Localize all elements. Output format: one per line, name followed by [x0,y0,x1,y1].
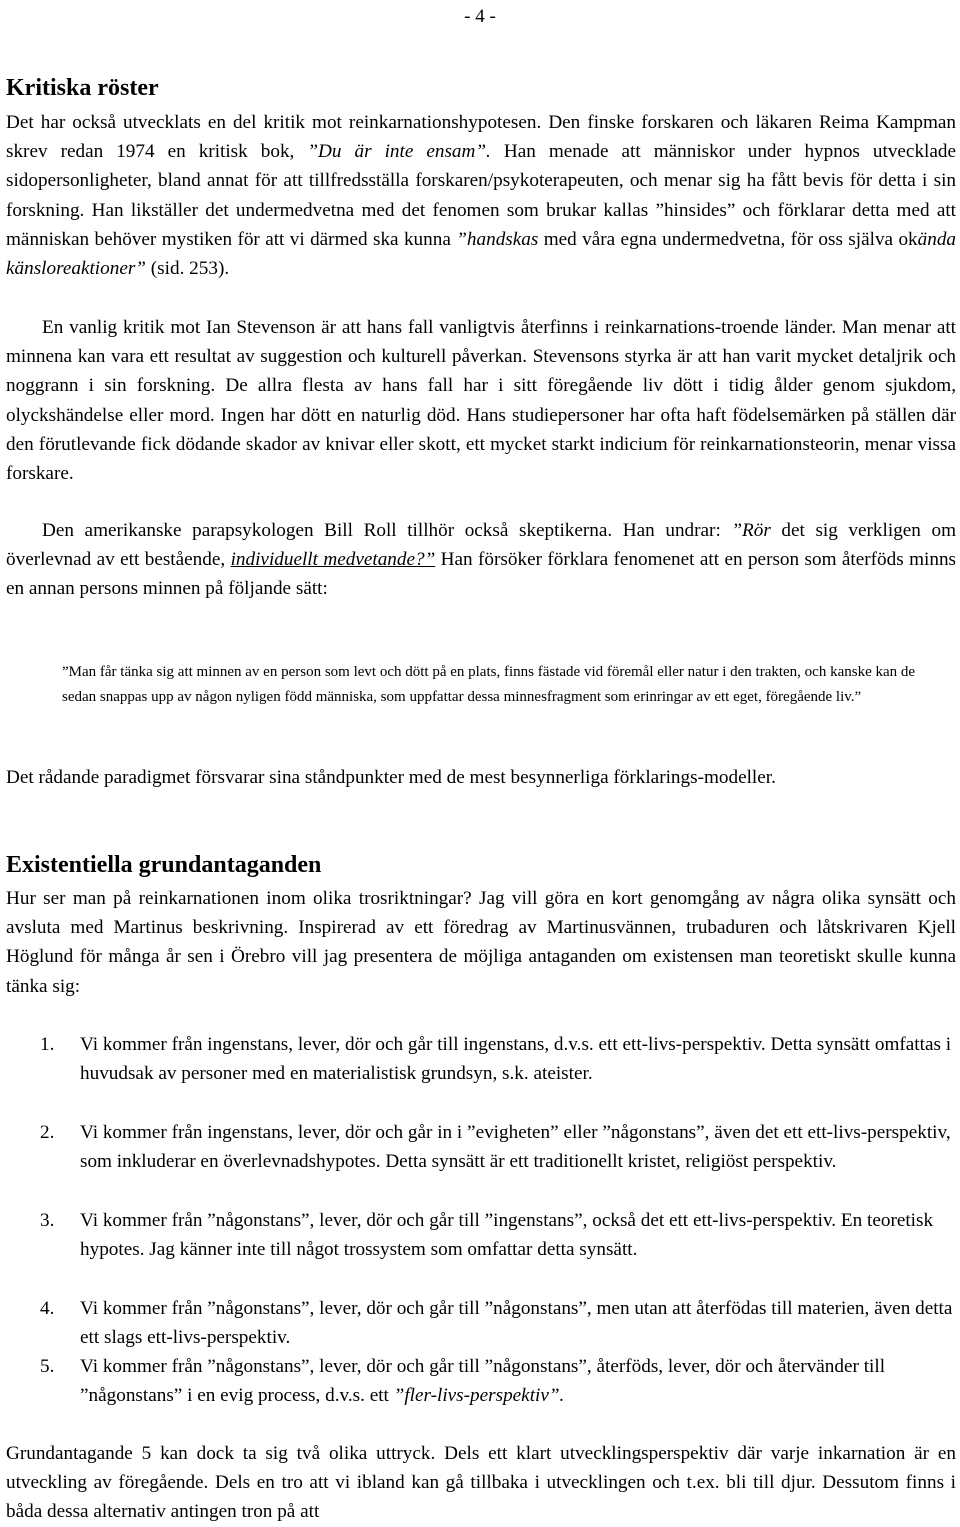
section-heading-kritiska: Kritiska röster [6,75,159,101]
section-heading-existentiella: Existentiella grundantaganden [6,852,322,878]
list-item-4: 4. Vi kommer från ”någonstans”, lever, dör och går till ”någonstans”, men utan att återfödas till materien, även detta ett slags ett-livs-perspektiv. [40,1298,953,1349]
paragraph-intro: Hur ser man på reinkarnationen inom olika trosriktningar? Jag vill göra en kort genomgång av några olika synsätt och avsluta med Martinus beskrivning. Inspirerad av ett föredrag av Martinusvännen, trubaduren och låtskrivaren Kjell Höglund för många år sen i Örebro vill jag presentera de möjliga antaganden om existensen man teoretiskt skulle kunna tänka sig: [6,888,956,997]
paragraph-stevenson: En vanlig kritik mot Ian Stevenson är att hans fall vanligtvis återfinns i reinkarnations-troende länder. Man menar att minnena kan vara ett resultat av suggestion och kulturell påverkan. Stevensons styrka är att han varit mycket detaljrik och noggrann i sin forskning. De allra flesta av hans fall har i sitt föregående liv dött i tidig ålder genom sjukdom, olyckshändelse eller mord. Ingen har dött en naturlig död. Hans studiepersoner har ofta haft födelsemärken på ställen där den förutlevande fick dödande skador av knivar eller skott, ett mycket starkt indicium för reinkarnationsteorin, menar vissa forskare. [6,317,956,485]
list-item-5: 5. Vi kommer från ”någonstans”, lever, dör och går till ”någonstans”, återföds, lever, dör och återvänder till ”någonstans” i en evig process, d.v.s. ett ”fler-livs-perspektiv”. [40,1356,886,1407]
paragraph-paradigm: Det rådande paradigmet försvarar sina ståndpunkter med de mest besynnerliga förklarings-modeller. [6,767,776,788]
block-quote: ”Man får tänka sig att minnen av en person som levt och dött på en plats, finns fästade vid föremål eller natur i den trakten, och kanske kan de sedan snappas upp av någon nyligen född människa, som uppfattar dessa minnesfragment som erinringar av ett eget, föregående liv.” [62,664,916,705]
list-item-1: 1. Vi kommer från ingenstans, lever, dör och går till ingenstans, d.v.s. ett ett-livs-perspektiv. Detta synsätt omfattas i huvudsak av personer med en materialistisk grundsyn, s.k. ateister. [40,1034,952,1085]
paragraph-roll: Den amerikanske parapsykologen Bill Roll tillhör också skeptikerna. Han undrar: ”Rör det sig verkligen om överlevnad av ett bestående, individuellt medvetande?” Han försöker förklara fenomenet att en person som återföds minns en annan persons minnen på följande sätt: [6,520,957,600]
list-item-3: 3. Vi kommer från ”någonstans”, lever, dör och går till ”ingenstans”, också det ett ett-livs-perspektiv. En teoretisk hypotes. Jag känner inte till något trossystem som omfattar detta synsätt. [40,1210,934,1261]
paragraph-kampman: Det har också utvecklats en del kritik mot reinkarnationshypotesen. Den finske forskaren och läkaren Reima Kampman skrev redan 1974 en kritisk bok, ”Du är inte ensam”. Han menade att människor under hypnos utvecklade sidopersonligheter, bland annat för att tillfredsställa forskaren/psykoterapeuten, och menar sig ha fått bevis för detta i sin forskning. Han likställer det undermedvetna med det fenomen som brukar kallas ”hinsides” och förklarar detta med att människan behöver mystiken för att vi därmed ska kunna ”handskas med våra egna undermedvetna, för oss själva okända känsloreaktioner” (sid. 253). [6,112,957,280]
page-number: - 4 - [464,6,496,27]
list-item-2: 2. Vi kommer från ingenstans, lever, dör och går in i ”evigheten” eller ”någonstans”, även det ett ett-livs-perspektiv, som inkluderar en överlevnadshypotes. Detta synsätt är ett traditionellt kristet, religiöst perspektiv. [40,1122,951,1173]
paragraph-outro: Grundantagande 5 kan dock ta sig två olika uttryck. Dels ett klart utvecklingsperspektiv där varje inkarnation är en utveckling av föregående. Dels en tro att vi ibland kan gå tillbaka i utvecklingen och t.ex. bli till djur. Dessutom finns i båda dessa alternativ antingen tron på att [6,1443,956,1523]
